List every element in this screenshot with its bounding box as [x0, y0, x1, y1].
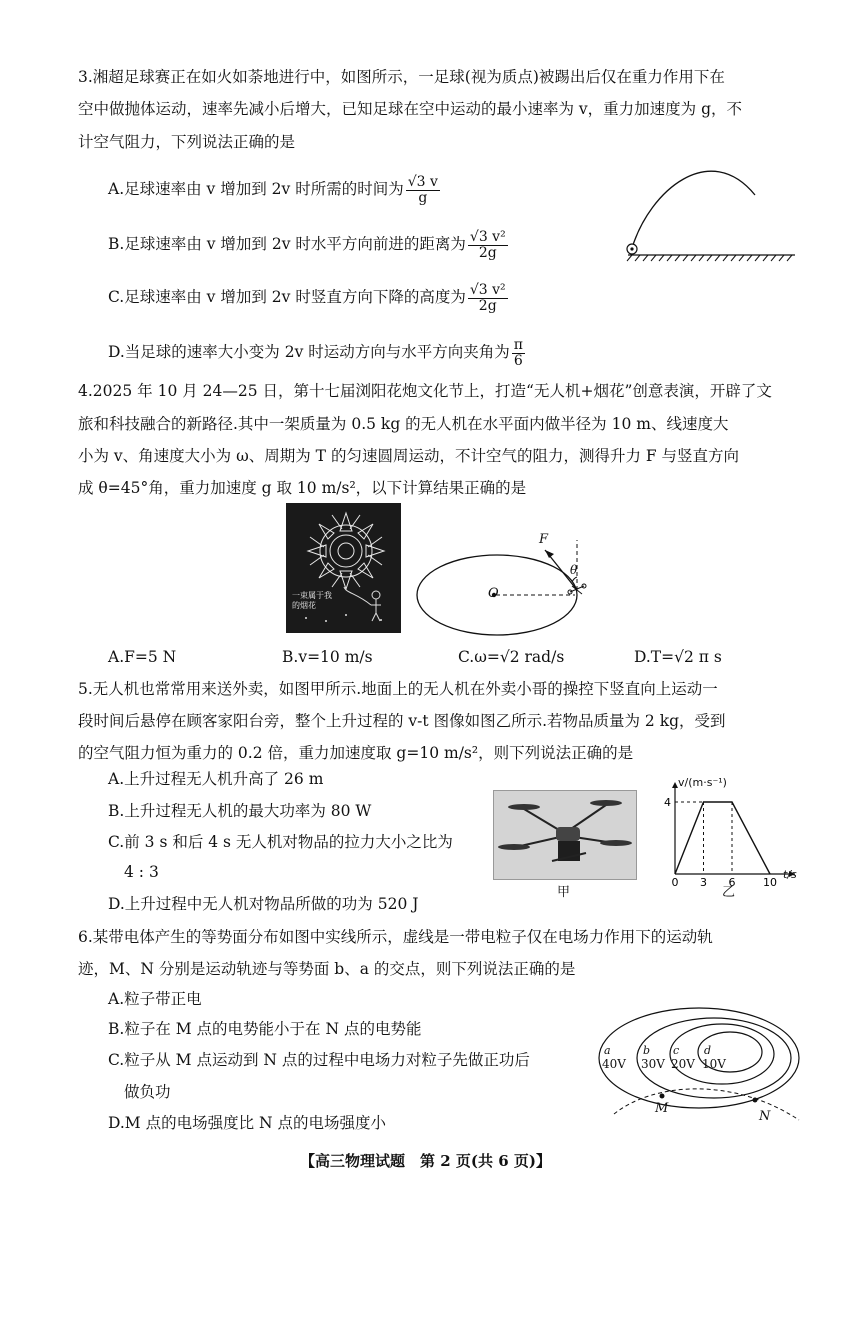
q6-line1: 6.某带电体产生的等势面分布如图中实线所示，虚线是一带电粒子仅在电场力作用下的运动轨 — [78, 928, 713, 946]
q3-option-d-text: D.当足球的速率大小变为 2v 时运动方向与水平方向夹角为 — [108, 343, 510, 362]
q3-option-b — [108, 230, 510, 260]
vt-y-tick-label: 4 — [664, 796, 671, 809]
vt-x-tick-label: 10 — [763, 876, 777, 886]
angle-label-theta: θ — [570, 563, 578, 577]
equipotential-value-c: 20V — [671, 1057, 695, 1071]
q3-option-b-text: B.足球速率由 v 增加到 2v 时水平方向前进的距离为 — [108, 235, 466, 254]
q3-line2: 空中做抛体运动，速率先减小后增大，已知足球在空中运动的最小速率为 v，重力加速度为 g，不 — [78, 100, 743, 118]
q4-option-a: A.F=5 N — [108, 648, 177, 666]
q4-line2: 旅和科技融合的新路径.其中一架质量为 0.5 kg 的无人机在水平面内做半径为 10 m、线速度大 — [78, 415, 729, 433]
point-m — [660, 1094, 665, 1099]
q3-option-a-text: A.足球速率由 v 增加到 2v 时所需的时间为 — [108, 180, 404, 199]
equipotential-name-a: a — [604, 1044, 611, 1057]
q5-option-a: A.上升过程无人机升高了 26 m — [108, 770, 324, 788]
q4-line1: 4.2025 年 10 月 24—25 日，第十七届浏阳花炮文化节上，打造“无人机+烟花”创意表演，开辟了文 — [78, 382, 772, 400]
q3-option-d-fraction: $\frac{\pi}{6}$ — [513, 337, 523, 369]
q5-option-c-line2: 4 : 3 — [124, 863, 159, 881]
q3-option-a-fraction: $\frac{√3 v}{g}$ — [407, 174, 438, 206]
trajectory-curve — [632, 171, 755, 248]
firework-flower-icon — [286, 503, 401, 633]
q5-option-c-line1: C.前 3 s 和后 4 s 无人机对物品的拉力大小之比为 — [108, 833, 453, 851]
q3-option-a — [108, 175, 442, 205]
figure-label-yi: 乙 — [722, 885, 736, 900]
q6-option-a: A.粒子带正电 — [108, 990, 202, 1008]
firework-photo — [286, 503, 401, 633]
equipotential-name-c: c — [673, 1044, 680, 1057]
q3-option-b-fraction: $\frac{\text{√3 v²}}{2g}$ — [469, 229, 506, 261]
figure-label-jia: 甲 — [557, 885, 571, 900]
q6-option-c-line1: C.粒子从 M 点运动到 N 点的过程中电场力对粒子先做正功后 — [108, 1051, 530, 1069]
q4-circular-motion-figure — [412, 530, 612, 640]
delivery-drone-photo — [493, 790, 637, 880]
q3-option-c — [108, 283, 510, 313]
q5-line3: 的空气阻力恒为重力的 0.2 倍，重力加速度取 g=10 m/s²，则下列说法正确的是 — [78, 744, 634, 762]
point-m-label: M — [655, 1101, 669, 1116]
vt-x-axis-label: t/s — [783, 868, 797, 881]
equipotential-value-d: 10V — [702, 1057, 726, 1071]
q4-option-d: D.T=√2 π s — [634, 648, 722, 666]
q6-option-c-line2: 做负功 — [124, 1083, 171, 1101]
vt-series-line — [675, 802, 770, 874]
q5-option-d: D.上升过程中无人机对物品所做的功为 520 J — [108, 895, 419, 913]
equipotential-value-b: 30V — [641, 1057, 665, 1071]
equipotential-value-a: 40V — [602, 1057, 626, 1071]
q3-option-c-text: C.足球速率由 v 增加到 2v 时竖直方向下降的高度为 — [108, 288, 466, 307]
q4-option-b: B.v=10 m/s — [282, 648, 373, 666]
q3-option-d — [108, 338, 527, 368]
photo-caption: 一束属于我的烟花 — [292, 591, 332, 611]
q4-option-c: C.ω=√2 rad/s — [458, 648, 565, 666]
vt-x-tick-label: 6 — [728, 876, 736, 886]
force-label-f: F — [539, 532, 549, 547]
q6-option-b: B.粒子在 M 点的电势能小于在 N 点的电势能 — [108, 1020, 422, 1038]
vt-x-tick-label: 0 — [671, 876, 679, 886]
page-footer: 【高三物理试题 第 2 页(共 6 页)】 — [300, 1152, 551, 1170]
particle-trajectory — [614, 1089, 799, 1120]
point-n — [753, 1098, 758, 1103]
vt-x-tick-label: 3 — [700, 876, 707, 886]
q5-line1: 5.无人机也常常用来送外卖，如图甲所示.地面上的无人机在外卖小哥的操控下竖直向上运动一 — [78, 680, 718, 698]
q3-option-c-fraction: $\frac{\text{√3 v²}}{2g}$ — [469, 282, 506, 314]
q3-trajectory-figure — [620, 160, 800, 270]
q6-line2: 迹，M、N 分别是运动轨迹与等势面 b、a 的交点，则下列说法正确的是 — [78, 960, 576, 978]
q3-line1: 3.湘超足球赛正在如火如荼地进行中，如图所示，一足球(视为质点)被踢出后仅在重力作用下在 — [78, 68, 725, 86]
q5-line2: 段时间后悬停在顾客家阳台旁，整个上升过程的 v-t 图像如图乙所示.若物品质量为 2 kg，受到 — [78, 712, 726, 730]
q5-option-b: B.上升过程无人机的最大功率为 80 W — [108, 802, 372, 820]
equipotential-name-d: d — [704, 1044, 712, 1057]
drone-icon — [494, 791, 636, 879]
vt-y-axis-label: v/(m·s⁻¹) — [678, 776, 727, 789]
q4-line4: 成 θ=45°角，重力加速度 g 取 10 m/s²，以下计算结果正确的是 — [78, 479, 527, 497]
q4-line3: 小为 v、角速度大小为 ω、周期为 T 的匀速圆周运动，不计空气的阻力，测得升力 F 与竖直方向 — [78, 447, 740, 465]
point-n-label: N — [759, 1109, 771, 1124]
q6-option-d: D.M 点的电场强度比 N 点的电场强度小 — [108, 1114, 387, 1132]
equipotential-name-b: b — [643, 1044, 651, 1057]
ground-hatching — [627, 255, 792, 261]
q3-line3: 计空气阻力，下列说法正确的是 — [78, 133, 296, 151]
center-label-o: O — [488, 586, 499, 601]
person-figure — [344, 587, 381, 621]
